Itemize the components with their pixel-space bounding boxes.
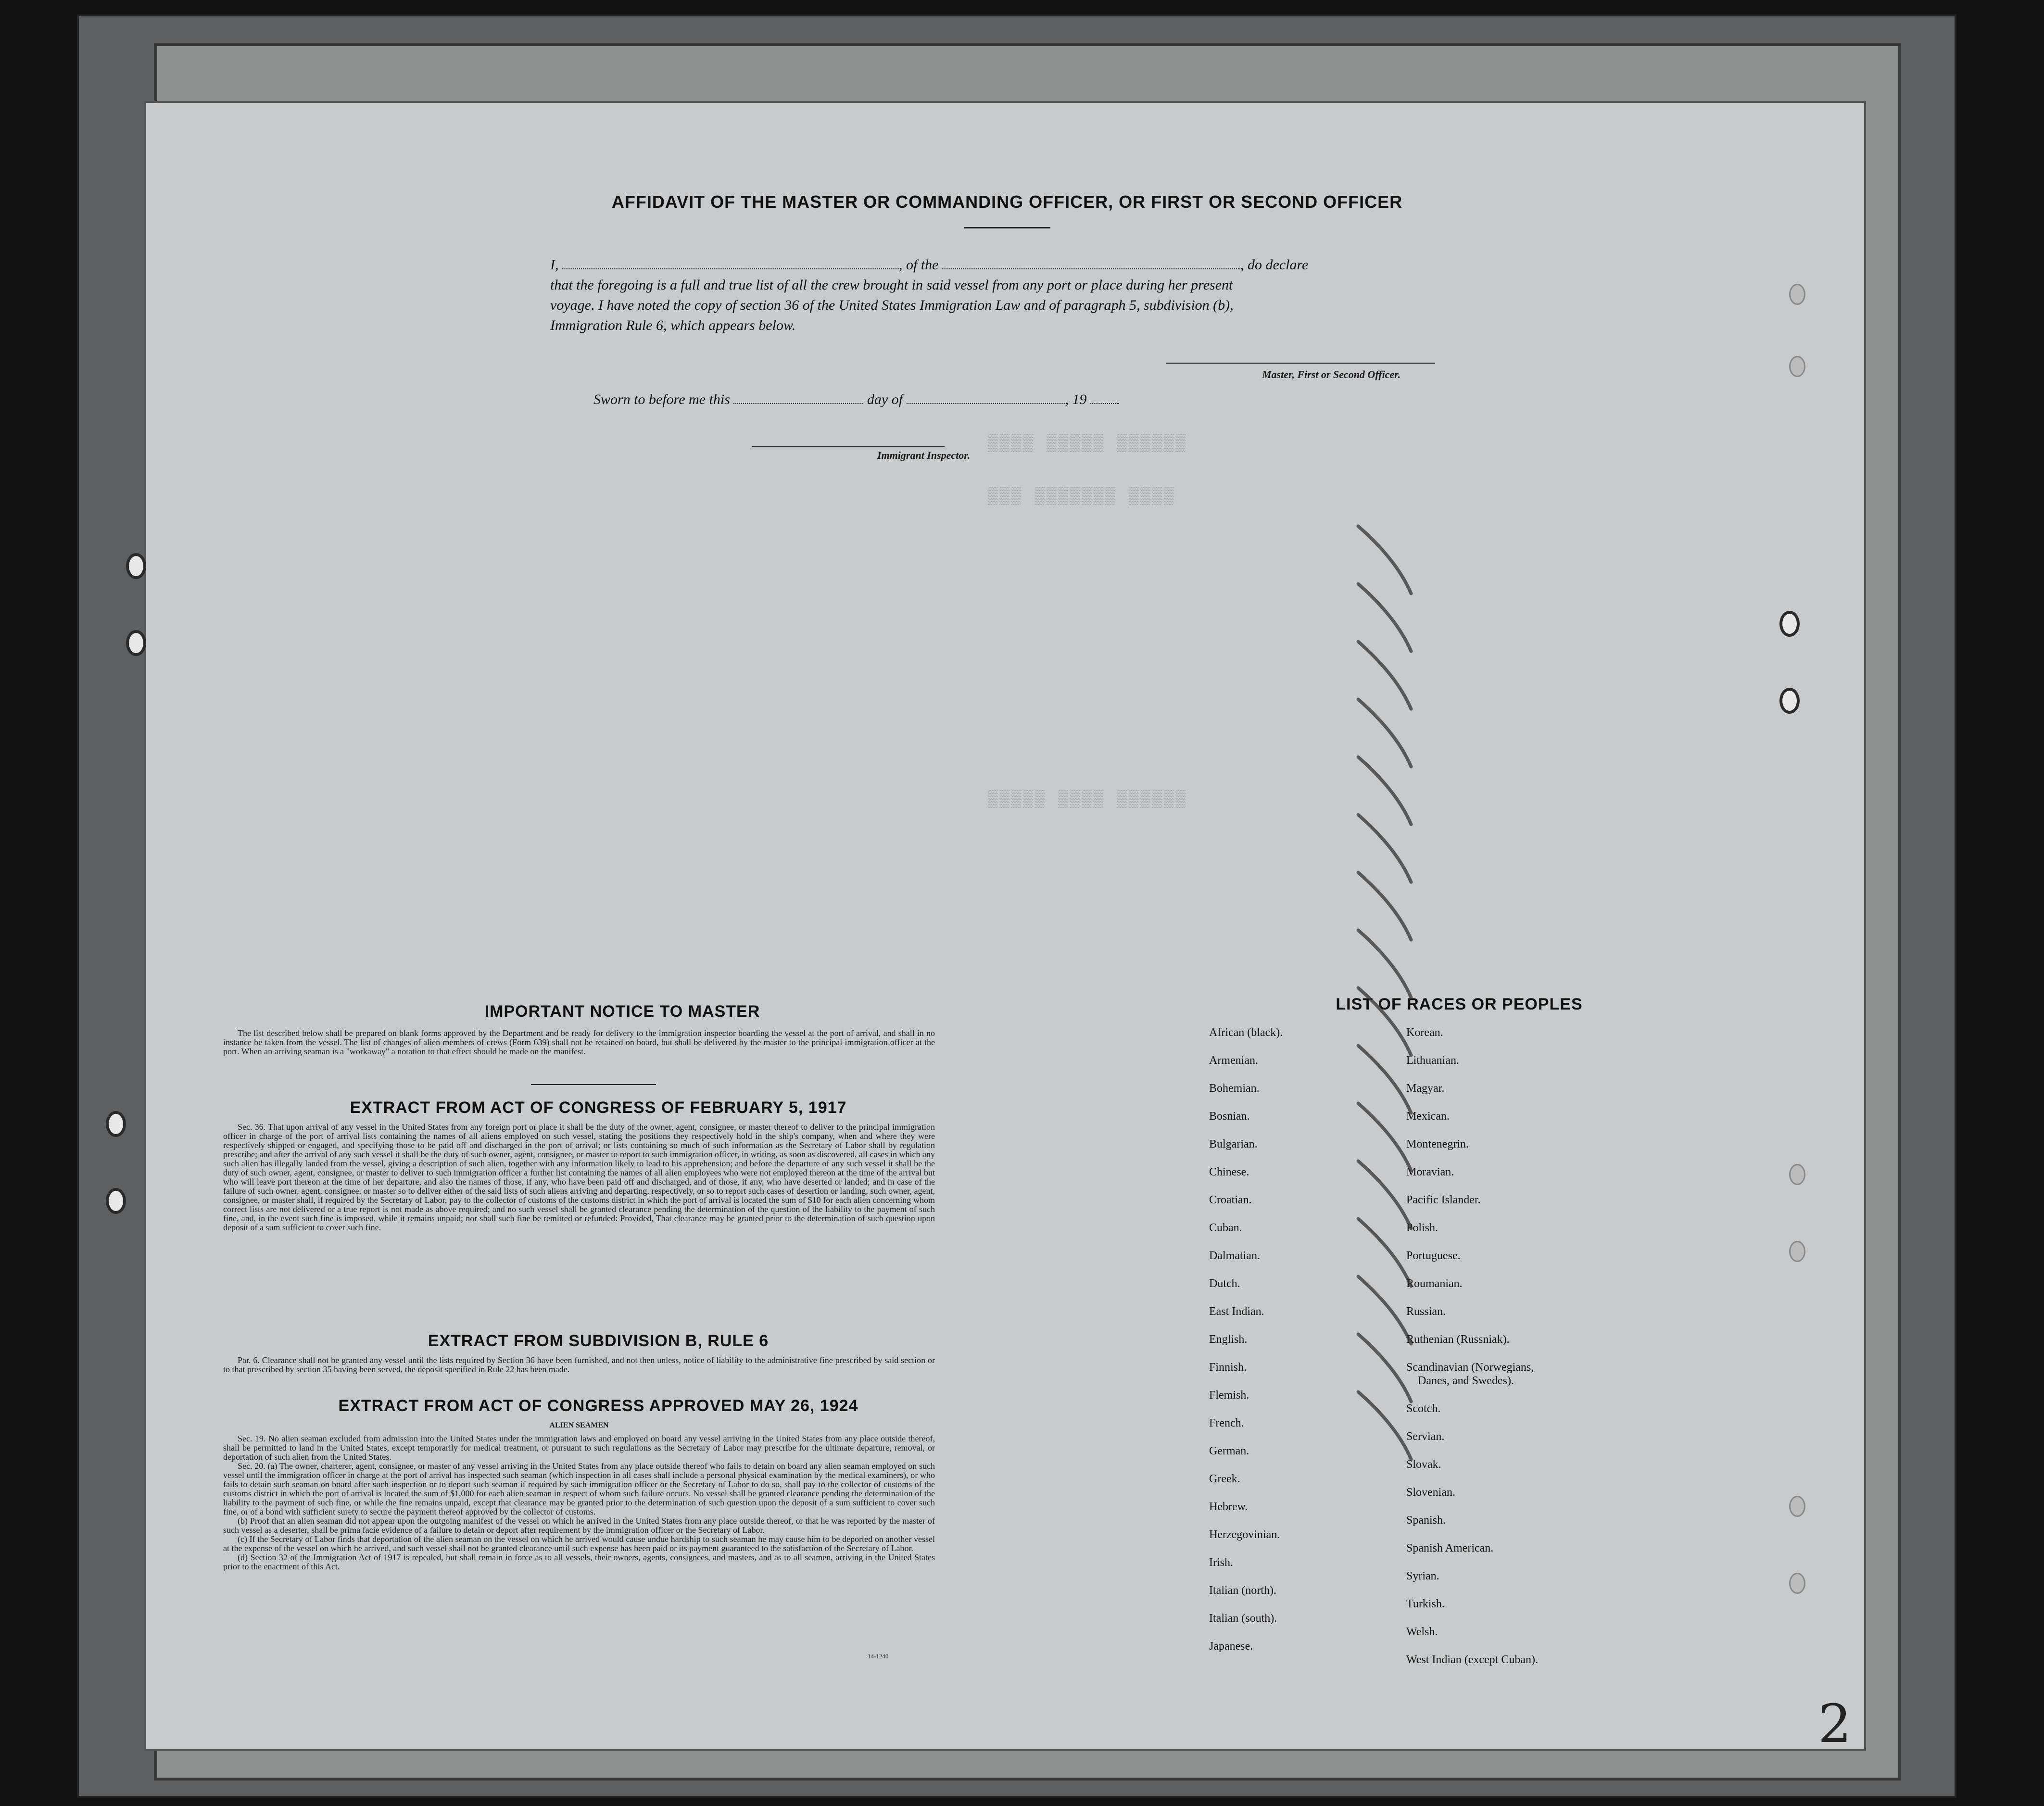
extract-rule6-paragraph: Par. 6. Clearance shall not be granted any vessel until the lists required by Section 36 have been furnished, and not then unless, notice of liability to the administrative fine prescribed by said section or to that prescribed by section 35 having been served, the deposit specified in Rule 22 has been made. — [223, 1355, 935, 1374]
sworn-month-blank[interactable] — [907, 400, 1065, 404]
affidavit-title: AFFIDAVIT OF THE MASTER OR COMMANDING OFFICER, OR FIRST OR SECOND OFFICER — [611, 192, 1403, 212]
race-item: Italian (north). — [1209, 1584, 1276, 1597]
race-item: Bosnian. — [1209, 1110, 1250, 1123]
section-divider — [531, 1084, 656, 1085]
race-item: French. — [1209, 1417, 1244, 1429]
binder-hole — [106, 1111, 126, 1137]
race-item: Armenian. — [1209, 1054, 1258, 1067]
race-item: Welsh. — [1406, 1626, 1438, 1638]
master-signature-line[interactable] — [1166, 363, 1435, 364]
race-item: Hebrew. — [1209, 1501, 1248, 1513]
race-item: Magyar. — [1406, 1082, 1445, 1095]
sworn-year-prefix: , 19 — [1065, 392, 1087, 407]
races-title: LIST OF RACES OR PEOPLES — [1336, 995, 1583, 1013]
binder-hole — [1789, 1164, 1805, 1185]
bleed-through-text: ▒▒▒▒▒ ▒▒▒▒ ▒▒▒▒▒▒ — [988, 791, 1187, 809]
race-item: Herzegovinian. — [1209, 1528, 1280, 1541]
race-item: Roumanian. — [1406, 1277, 1463, 1290]
race-item: Bulgarian. — [1209, 1138, 1258, 1150]
race-item: Croatian. — [1209, 1194, 1252, 1206]
master-signature-label: Master, First or Second Officer. — [1262, 368, 1401, 380]
race-item: Montenegrin. — [1406, 1138, 1469, 1150]
race-item: Danes, and Swedes). — [1418, 1375, 1514, 1387]
handwritten-page-number: 2 — [1818, 1693, 1852, 1755]
sworn-day-of: day of — [867, 392, 903, 407]
race-item: Spanish American. — [1406, 1542, 1494, 1554]
race-item: Servian. — [1406, 1430, 1445, 1443]
sworn-prefix: Sworn to before me this — [593, 392, 730, 407]
binder-hole — [1789, 1573, 1805, 1594]
name-blank[interactable] — [562, 265, 899, 269]
binder-hole — [1789, 356, 1805, 377]
notice-paragraph: The list described below shall be prepared on blank forms approved by the Department and be ready for delivery to the immigration inspector boarding the vessel at the port of arrival, and shall in no instance be taken from the vessel. The list of changes of alien members of crews (Form 639) shall not be retained on board, but shall be delivered by the master to the principal immigration officer at the port. When an arriving seaman is a "workaway" a notation to that effect should be made on the manifest. — [223, 1028, 935, 1056]
extract-1917-title: EXTRACT FROM ACT OF CONGRESS OF FEBRUARY 5, 1917 — [350, 1099, 847, 1117]
document-page — [144, 101, 1866, 1751]
extract-1924-title: EXTRACT FROM ACT OF CONGRESS APPROVED MAY 26, 1924 — [338, 1397, 858, 1415]
race-item: Cuban. — [1209, 1222, 1242, 1234]
sworn-day-blank[interactable] — [733, 400, 863, 404]
binder-hole — [1779, 611, 1800, 637]
vessel-blank[interactable] — [942, 265, 1240, 269]
bleed-through-text: ▒▒▒ ▒▒▒▒▒▒▒ ▒▒▒▒ — [988, 488, 1176, 506]
binder-hole — [1789, 1241, 1805, 1262]
affidavit-line-2: that the foregoing is a full and true list of all the crew brought in said vessel from any port or place during her present — [550, 277, 1233, 293]
extract-rule6-title: EXTRACT FROM SUBDIVISION B, RULE 6 — [428, 1332, 769, 1350]
race-item: Syrian. — [1406, 1570, 1439, 1582]
race-item: Irish. — [1209, 1556, 1233, 1569]
race-item: Flemish. — [1209, 1389, 1249, 1402]
binder-hole — [126, 553, 146, 579]
binder-hole — [1779, 688, 1800, 714]
affidavit-declare-label: , do declare — [1240, 257, 1309, 273]
sworn-year-blank[interactable] — [1090, 400, 1119, 404]
race-item: Polish. — [1406, 1222, 1438, 1234]
race-item: Russian. — [1406, 1305, 1446, 1318]
extract-1924-text — [223, 1434, 935, 1571]
affidavit-i-label: I, — [550, 257, 559, 273]
inspector-signature-line[interactable] — [752, 446, 945, 447]
form-number: 14-1240 — [868, 1653, 889, 1660]
handwritten-tally-marks — [1339, 488, 1522, 1690]
race-item: Italian (south). — [1209, 1612, 1277, 1625]
extract-rule6-text — [223, 1356, 935, 1374]
race-item: Portuguese. — [1406, 1250, 1461, 1262]
affidavit-line-3: voyage. I have noted the copy of section 36 of the United States Immigration Law and of paragraph 5, subdivision (b), — [550, 297, 1234, 313]
affidavit-of-the-label: , of the — [899, 257, 939, 273]
race-item: English. — [1209, 1333, 1248, 1346]
extract-1924-sec20a: Sec. 20. (a) The owner, charterer, agent, consignee, or master of any vessel arriving in the United States from any place outside thereof who fails to detain on board any alien seaman employed on such vessel until the immigration officer in charge at the port of arrival has inspected such seaman (which inspection in all cases shall include a personal physical examination by the medical examiners), or who fails to detain such seaman on board after such inspection or to deport such seaman if required by such immigration officer or the Secretary of Labor to do so, shall pay to the collector of customs of the customs district in which the port of arrival is located the sum of $1,000 for each alien seaman in respect of whom such failure occurs. No vessel shall be granted clearance pending the determination of the liability to the payment of such fine, or while the fine remains unpaid, except that clearance may be granted prior to the determination of such question upon the deposit of a sum sufficient to cover such fine, or of a bond with sufficient surety to secure the payment thereof approved by the collector of customs. — [223, 1461, 935, 1516]
race-item: Lithuanian. — [1406, 1054, 1459, 1067]
extract-1924-subtitle: ALIEN SEAMEN — [549, 1421, 609, 1429]
race-item: Turkish. — [1406, 1598, 1445, 1610]
race-item: Dalmatian. — [1209, 1250, 1260, 1262]
binder-hole — [106, 1188, 126, 1214]
extract-1924-sec20d: (d) Section 32 of the Immigration Act of 1917 is repealed, but shall remain in force as to all vessels, their owners, agents, consignees, and masters, and as to all seamen, arriving in the United States prior to the enactment of this Act. — [223, 1553, 935, 1571]
extract-1917-text — [223, 1123, 935, 1232]
race-item: Finnish. — [1209, 1361, 1247, 1374]
extract-1924-sec20c: (c) If the Secretary of Labor finds that deportation of the alien seaman on the vessel on which he arrived would cause undue hardship to such seaman he may cause him to be deported on another vessel at the expense of the vessel on which he arrived, and such vessel shall not be granted clearance until such expense has been paid or its payment guaranteed to the satisfaction of the Secretary of Labor. — [223, 1534, 935, 1553]
race-item: Korean. — [1406, 1026, 1443, 1039]
race-item: Chinese. — [1209, 1166, 1249, 1178]
race-item: Bohemian. — [1209, 1082, 1260, 1095]
race-item: Greek. — [1209, 1473, 1240, 1485]
race-item: Spanish. — [1406, 1514, 1446, 1527]
notice-title: IMPORTANT NOTICE TO MASTER — [484, 1002, 760, 1021]
extract-1917-paragraph: Sec. 36. That upon arrival of any vessel in the United States from any foreign port or place it shall be the duty of the owner, agent, consignee, or master thereof to deliver to the principal immigration officer in charge of the port of arrival lists containing the names of all aliens employed on such vessel, stating the positions they respectively hold in the ship's company, when and where they were respectively shipped or engaged, and specifying those to be paid off and discharged in the port of arrival; or lists containing so much of such information as the Secretary of Labor shall by regulation prescribe; and after the arrival of any such vessel it shall be the duty of such owner, agent, consignee, or master to report to such immigration officer, in writing, as soon as discovered, all cases in which any such alien has illegally landed from the vessel, giving a description of such alien, together with any information likely to lead to his apprehension; and before the departure of any such vessel it shall be the duty of such owner, agent, consignee, or master to deliver to such immigration officer a further list containing the names of all alien employees who were not employed thereon at the time of the arrival but who will leave port thereon at the time of her departure, and also the names of those, if any, who have been paid off and discharged, and of those, if any, who have deserted or landed; and in case of the failure of such owner, agent, consignee, or master so to deliver either of the said lists of such aliens arriving and departing, respectively, or so to report such cases of desertion or landing, such owner, agent, consignee, or master shall, if required by the Secretary of Labor, pay to the collector of customs of the customs district in which the port of arrival is located the sum of $10 for each alien concerning whom correct lists are not delivered or a true report is not made as above required; and no such vessel shall be granted clearance pending the determination of the question of the liability to the payment of such fine, and, in the event such fine is imposed, while it remains unpaid; nor shall such fine be remitted or refunded: Provided, That clearance may be granted prior to the determination of such question upon deposit of a sum sufficient to cover such fine. — [223, 1122, 935, 1232]
affidavit-line-1 — [550, 257, 1308, 273]
race-item: Slovak. — [1406, 1458, 1441, 1471]
race-item: West Indian (except Cuban). — [1406, 1654, 1538, 1666]
extract-1924-sec19: Sec. 19. No alien seaman excluded from admission into the United States under the immigration laws and employed on board any vessel arriving in the United States from any place outside thereof, shall be permitted to land in the United States, except temporarily for medical treatment, or pursuant to such regulations as the Secretary of Labor may prescribe for the ultimate departure, removal, or deportation of such alien from the United States. — [223, 1434, 935, 1462]
race-item: African (black). — [1209, 1026, 1283, 1039]
race-item: Japanese. — [1209, 1640, 1253, 1653]
race-item: Pacific Islander. — [1406, 1194, 1481, 1206]
race-item: East Indian. — [1209, 1305, 1264, 1318]
bleed-through-text: ▒▒▒▒ ▒▒▒▒▒ ▒▒▒▒▒▒ — [988, 435, 1187, 453]
title-divider — [964, 227, 1050, 228]
sworn-line — [593, 392, 1119, 408]
affidavit-line-4: Immigration Rule 6, which appears below. — [550, 317, 796, 333]
binder-hole — [1789, 284, 1805, 305]
race-item: Mexican. — [1406, 1110, 1450, 1123]
race-item: German. — [1209, 1445, 1249, 1457]
binder-hole — [1789, 1496, 1805, 1517]
race-item: Slovenian. — [1406, 1486, 1455, 1499]
race-item: Scandinavian (Norwegians, — [1406, 1361, 1534, 1374]
binder-hole — [126, 630, 146, 656]
race-item: Scotch. — [1406, 1402, 1441, 1415]
inspector-label: Immigrant Inspector. — [877, 449, 971, 461]
race-item: Dutch. — [1209, 1277, 1240, 1290]
race-item: Moravian. — [1406, 1166, 1454, 1178]
race-item: Ruthenian (Russniak). — [1406, 1333, 1510, 1346]
extract-1924-sec20b: (b) Proof that an alien seaman did not appear upon the outgoing manifest of the vessel on which he arrived in the United States from any place outside thereof, or that he was reported by the master of such vessel as a deserter, shall be prima facie evidence of a failure to detain or deport after requirement by the immigration officer or the Secretary of Labor. — [223, 1516, 935, 1535]
notice-text — [223, 1029, 935, 1056]
